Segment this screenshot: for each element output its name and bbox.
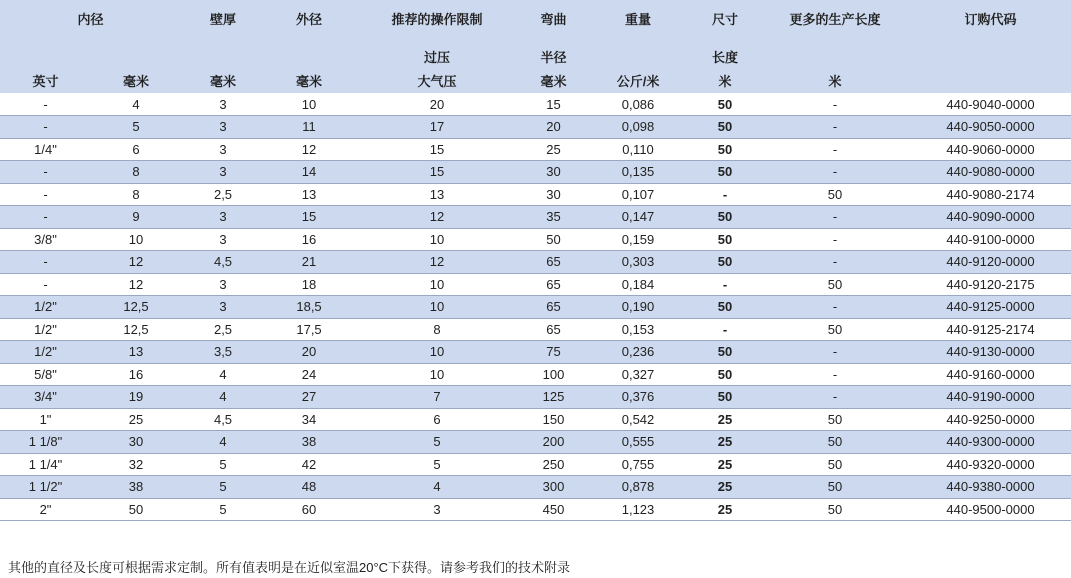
cell-wall-mm: 4	[181, 386, 265, 409]
cell-bend-radius: 25	[521, 138, 586, 161]
cell-inch: -	[0, 93, 91, 116]
cell-order-code: 440-9120-0000	[910, 251, 1071, 274]
cell-inch: -	[0, 273, 91, 296]
cell-inch: -	[0, 116, 91, 139]
cell-wall-mm: 3	[181, 93, 265, 116]
cell-od-mm: 21	[265, 251, 353, 274]
header-overpressure: 过压	[424, 50, 451, 65]
cell-weight: 0,542	[586, 408, 690, 431]
cell-wall-mm: 3	[181, 228, 265, 251]
cell-weight: 0,376	[586, 386, 690, 409]
cell-id-mm: 10	[91, 228, 181, 251]
table-row	[0, 116, 1071, 139]
cell-bend-radius: 125	[521, 386, 586, 409]
cell-od-mm: 11	[265, 116, 353, 139]
cell-od-mm: 60	[265, 498, 353, 521]
cell-weight: 0,098	[586, 116, 690, 139]
cell-length: -	[690, 273, 760, 296]
table-row	[0, 93, 1071, 116]
cell-inch: 3/4"	[0, 386, 91, 409]
cell-overpressure: 5	[353, 453, 521, 476]
cell-od-mm: 17,5	[265, 318, 353, 341]
cell-length: 50	[690, 161, 760, 184]
cell-wall-mm: 3	[181, 273, 265, 296]
cell-od-mm: 34	[265, 408, 353, 431]
cell-od-mm: 20	[265, 341, 353, 364]
cell-wall-mm: 4,5	[181, 251, 265, 274]
cell-weight: 0,555	[586, 431, 690, 454]
header-length: 长度	[712, 50, 739, 65]
header-order-code: 订购代码	[964, 12, 1017, 27]
cell-overpressure: 10	[353, 341, 521, 364]
cell-more-length: 50	[760, 183, 910, 206]
cell-overpressure: 4	[353, 476, 521, 499]
cell-wall-mm: 5	[181, 498, 265, 521]
cell-length: 25	[690, 453, 760, 476]
cell-overpressure: 10	[353, 296, 521, 319]
cell-length: 50	[690, 251, 760, 274]
cell-order-code: 440-9125-2174	[910, 318, 1071, 341]
table-row	[0, 296, 1071, 319]
cell-order-code: 440-9080-0000	[910, 161, 1071, 184]
cell-length: -	[690, 318, 760, 341]
cell-overpressure: 10	[353, 273, 521, 296]
cell-id-mm: 5	[91, 116, 181, 139]
cell-od-mm: 13	[265, 183, 353, 206]
header-bend: 弯曲	[540, 12, 567, 27]
table-row	[0, 341, 1071, 364]
unit-mm-od: 毫米	[296, 73, 323, 89]
cell-wall-mm: 5	[181, 453, 265, 476]
cell-od-mm: 14	[265, 161, 353, 184]
cell-length: 50	[690, 228, 760, 251]
cell-od-mm: 38	[265, 431, 353, 454]
footnote: 其他的直径及长度可根据需求定制。所有值表明是在近似室温20°C下获得。请参考我们的技术附录	[8, 560, 571, 575]
cell-order-code: 440-9320-0000	[910, 453, 1071, 476]
cell-bend-radius: 100	[521, 363, 586, 386]
cell-weight: 0,135	[586, 161, 690, 184]
cell-wall-mm: 5	[181, 476, 265, 499]
table-row	[0, 228, 1071, 251]
table-row	[0, 138, 1071, 161]
cell-wall-mm: 2,5	[181, 318, 265, 341]
cell-overpressure: 3	[353, 498, 521, 521]
table-row	[0, 273, 1071, 296]
cell-more-length: 50	[760, 431, 910, 454]
cell-inch: 1 1/4"	[0, 453, 91, 476]
cell-bend-radius: 65	[521, 318, 586, 341]
cell-od-mm: 42	[265, 453, 353, 476]
cell-length: 50	[690, 206, 760, 229]
unit-m-more: 米	[828, 73, 842, 89]
cell-order-code: 440-9040-0000	[910, 93, 1071, 116]
cell-inch: 1"	[0, 408, 91, 431]
cell-id-mm: 30	[91, 431, 181, 454]
table-body	[0, 93, 1071, 521]
header-row-3	[0, 67, 1071, 93]
cell-more-length: -	[760, 138, 910, 161]
cell-length: 25	[690, 498, 760, 521]
cell-wall-mm: 2,5	[181, 183, 265, 206]
cell-wall-mm: 3,5	[181, 341, 265, 364]
header-row-2	[0, 46, 1071, 67]
cell-order-code: 440-9060-0000	[910, 138, 1071, 161]
header-row-1	[0, 0, 1071, 46]
table-row	[0, 453, 1071, 476]
unit-m-length: 米	[718, 73, 732, 89]
table-row	[0, 386, 1071, 409]
header-operating-limit: 推荐的操作限制	[391, 12, 483, 27]
cell-overpressure: 10	[353, 228, 521, 251]
cell-order-code: 440-9190-0000	[910, 386, 1071, 409]
cell-more-length: -	[760, 341, 910, 364]
unit-mm-id: 毫米	[123, 73, 150, 89]
cell-overpressure: 6	[353, 408, 521, 431]
cell-id-mm: 8	[91, 161, 181, 184]
cell-wall-mm: 4	[181, 363, 265, 386]
table-row	[0, 183, 1071, 206]
cell-order-code: 440-9080-2174	[910, 183, 1071, 206]
cell-weight: 0,303	[586, 251, 690, 274]
cell-inch: 1 1/2"	[0, 476, 91, 499]
cell-more-length: 50	[760, 453, 910, 476]
cell-wall-mm: 4	[181, 431, 265, 454]
cell-weight: 0,153	[586, 318, 690, 341]
cell-bend-radius: 300	[521, 476, 586, 499]
cell-order-code: 440-9130-0000	[910, 341, 1071, 364]
cell-id-mm: 4	[91, 93, 181, 116]
cell-order-code: 440-9250-0000	[910, 408, 1071, 431]
cell-bend-radius: 200	[521, 431, 586, 454]
cell-id-mm: 16	[91, 363, 181, 386]
cell-od-mm: 15	[265, 206, 353, 229]
cell-overpressure: 15	[353, 138, 521, 161]
cell-bend-radius: 20	[521, 116, 586, 139]
cell-weight: 0,190	[586, 296, 690, 319]
cell-inch: -	[0, 161, 91, 184]
cell-order-code: 440-9050-0000	[910, 116, 1071, 139]
header-size: 尺寸	[712, 12, 739, 27]
cell-inch: 2"	[0, 498, 91, 521]
unit-atm: 大气压	[417, 73, 457, 89]
cell-inch: -	[0, 206, 91, 229]
cell-length: 25	[690, 408, 760, 431]
table-row	[0, 363, 1071, 386]
cell-overpressure: 13	[353, 183, 521, 206]
cell-id-mm: 13	[91, 341, 181, 364]
cell-overpressure: 7	[353, 386, 521, 409]
cell-bend-radius: 450	[521, 498, 586, 521]
cell-bend-radius: 65	[521, 296, 586, 319]
cell-inch: 1/2"	[0, 341, 91, 364]
cell-more-length: -	[760, 296, 910, 319]
cell-id-mm: 9	[91, 206, 181, 229]
cell-id-mm: 8	[91, 183, 181, 206]
cell-wall-mm: 4,5	[181, 408, 265, 431]
cell-id-mm: 12,5	[91, 318, 181, 341]
cell-od-mm: 12	[265, 138, 353, 161]
table-row	[0, 318, 1071, 341]
cell-weight: 0,755	[586, 453, 690, 476]
cell-overpressure: 10	[353, 363, 521, 386]
table-header	[0, 0, 1071, 93]
cell-overpressure: 12	[353, 206, 521, 229]
cell-length: 25	[690, 431, 760, 454]
cell-length: 50	[690, 116, 760, 139]
cell-inch: 5/8"	[0, 363, 91, 386]
cell-bend-radius: 150	[521, 408, 586, 431]
cell-more-length: 50	[760, 273, 910, 296]
cell-bend-radius: 35	[521, 206, 586, 229]
cell-id-mm: 12	[91, 273, 181, 296]
cell-weight: 1,123	[586, 498, 690, 521]
cell-more-length: -	[760, 93, 910, 116]
cell-bend-radius: 75	[521, 341, 586, 364]
cell-more-length: 50	[760, 408, 910, 431]
header-outer-diameter: 外径	[296, 12, 323, 27]
header-inner-diameter: 内径	[77, 12, 104, 27]
cell-weight: 0,327	[586, 363, 690, 386]
cell-more-length: -	[760, 206, 910, 229]
cell-overpressure: 20	[353, 93, 521, 116]
cell-weight: 0,107	[586, 183, 690, 206]
cell-weight: 0,184	[586, 273, 690, 296]
cell-id-mm: 50	[91, 498, 181, 521]
header-radius: 半径	[540, 50, 567, 65]
cell-length: 50	[690, 341, 760, 364]
cell-more-length: 50	[760, 476, 910, 499]
cell-inch: -	[0, 183, 91, 206]
cell-weight: 0,159	[586, 228, 690, 251]
cell-length: 50	[690, 296, 760, 319]
header-wall-thickness: 壁厚	[210, 12, 237, 27]
cell-bend-radius: 30	[521, 161, 586, 184]
cell-more-length: -	[760, 386, 910, 409]
cell-inch: 1/4"	[0, 138, 91, 161]
cell-more-length: -	[760, 251, 910, 274]
cell-inch: 1/2"	[0, 318, 91, 341]
cell-id-mm: 12	[91, 251, 181, 274]
cell-weight: 0,236	[586, 341, 690, 364]
cell-more-length: -	[760, 116, 910, 139]
cell-order-code: 440-9300-0000	[910, 431, 1071, 454]
cell-order-code: 440-9125-0000	[910, 296, 1071, 319]
cell-od-mm: 18	[265, 273, 353, 296]
cell-overpressure: 17	[353, 116, 521, 139]
cell-od-mm: 24	[265, 363, 353, 386]
cell-wall-mm: 3	[181, 161, 265, 184]
cell-order-code: 440-9120-2175	[910, 273, 1071, 296]
cell-bend-radius: 30	[521, 183, 586, 206]
cell-length: 25	[690, 476, 760, 499]
cell-order-code: 440-9380-0000	[910, 476, 1071, 499]
cell-bend-radius: 50	[521, 228, 586, 251]
cell-od-mm: 10	[265, 93, 353, 116]
cell-more-length: -	[760, 228, 910, 251]
header-more-lengths: 更多的生产长度	[789, 12, 881, 27]
cell-weight: 0,086	[586, 93, 690, 116]
cell-order-code: 440-9100-0000	[910, 228, 1071, 251]
unit-inch: 英寸	[32, 73, 59, 89]
cell-wall-mm: 3	[181, 116, 265, 139]
table-row	[0, 476, 1071, 499]
cell-weight: 0,878	[586, 476, 690, 499]
cell-order-code: 440-9160-0000	[910, 363, 1071, 386]
cell-inch: 1 1/8"	[0, 431, 91, 454]
cell-wall-mm: 3	[181, 206, 265, 229]
table-row	[0, 206, 1071, 229]
unit-kg-per-m: 公斤/米	[616, 73, 660, 89]
cell-overpressure: 12	[353, 251, 521, 274]
cell-more-length: 50	[760, 318, 910, 341]
cell-id-mm: 12,5	[91, 296, 181, 319]
table-row	[0, 498, 1071, 521]
cell-id-mm: 6	[91, 138, 181, 161]
cell-length: 50	[690, 138, 760, 161]
cell-more-length: -	[760, 161, 910, 184]
header-weight: 重量	[625, 12, 652, 27]
cell-more-length: -	[760, 363, 910, 386]
cell-od-mm: 18,5	[265, 296, 353, 319]
table-row	[0, 251, 1071, 274]
cell-id-mm: 38	[91, 476, 181, 499]
unit-mm-wall: 毫米	[210, 73, 237, 89]
cell-id-mm: 19	[91, 386, 181, 409]
cell-length: -	[690, 183, 760, 206]
cell-inch: 1/2"	[0, 296, 91, 319]
cell-bend-radius: 250	[521, 453, 586, 476]
cell-overpressure: 8	[353, 318, 521, 341]
cell-wall-mm: 3	[181, 296, 265, 319]
cell-order-code: 440-9090-0000	[910, 206, 1071, 229]
table-row	[0, 161, 1071, 184]
cell-od-mm: 48	[265, 476, 353, 499]
cell-weight: 0,147	[586, 206, 690, 229]
table-row	[0, 408, 1071, 431]
cell-inch: -	[0, 251, 91, 274]
cell-bend-radius: 65	[521, 251, 586, 274]
cell-bend-radius: 15	[521, 93, 586, 116]
cell-more-length: 50	[760, 498, 910, 521]
unit-mm-radius: 毫米	[540, 73, 567, 89]
cell-overpressure: 15	[353, 161, 521, 184]
cell-bend-radius: 65	[521, 273, 586, 296]
cell-length: 50	[690, 363, 760, 386]
cell-overpressure: 5	[353, 431, 521, 454]
cell-length: 50	[690, 93, 760, 116]
cell-id-mm: 32	[91, 453, 181, 476]
cell-order-code: 440-9500-0000	[910, 498, 1071, 521]
table-row	[0, 431, 1071, 454]
cell-od-mm: 27	[265, 386, 353, 409]
cell-length: 50	[690, 386, 760, 409]
cell-inch: 3/8"	[0, 228, 91, 251]
cell-od-mm: 16	[265, 228, 353, 251]
cell-weight: 0,110	[586, 138, 690, 161]
cell-wall-mm: 3	[181, 138, 265, 161]
cell-id-mm: 25	[91, 408, 181, 431]
